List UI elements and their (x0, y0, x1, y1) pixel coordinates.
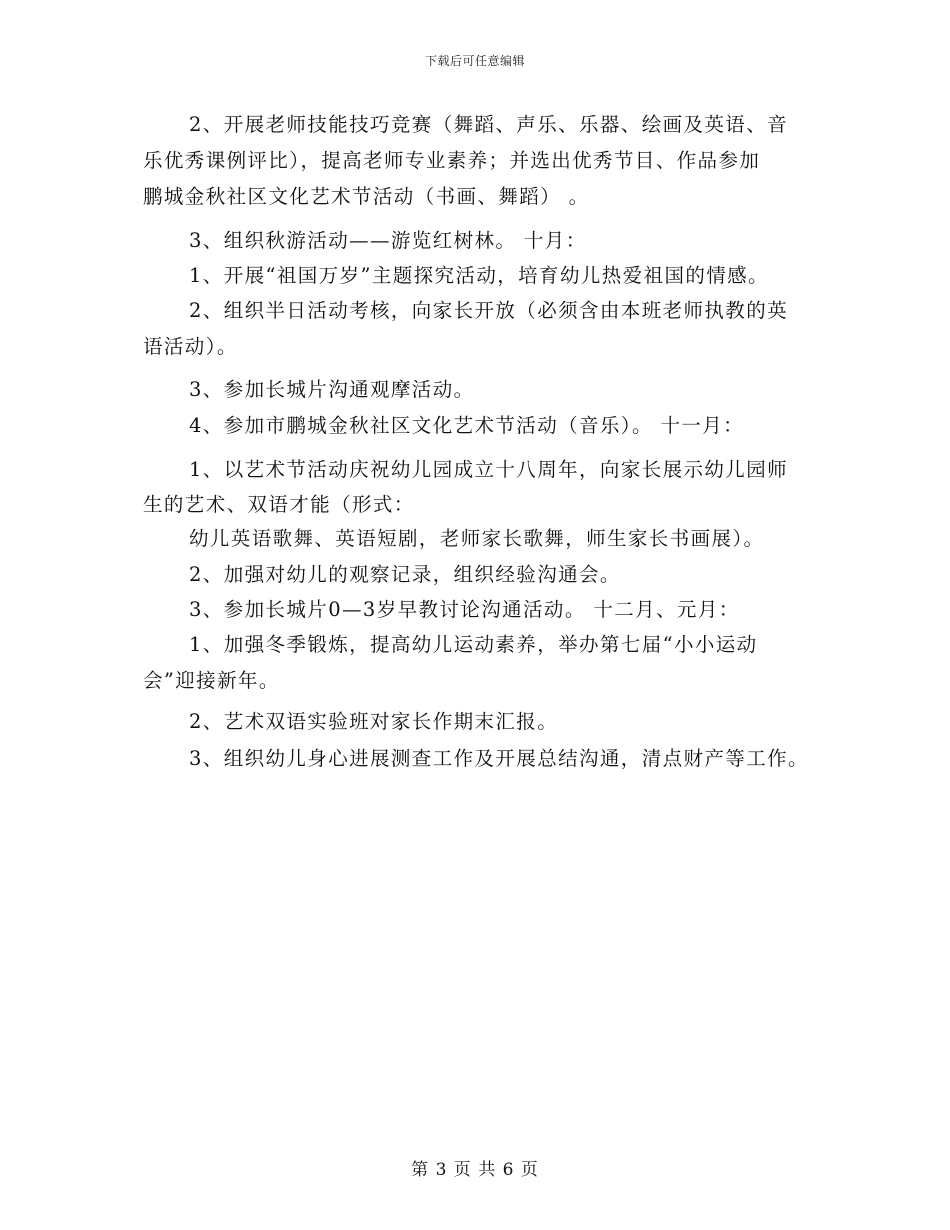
paragraph-line: 乐优秀课例评比），提高老师专业素养；并选出优秀节目、作品参加 (143, 149, 761, 172)
page-number: 第 3 页 共 6 页 (411, 1160, 539, 1180)
paragraph-line: 2、加强对幼儿的观察记录，组织经验沟通会。 (189, 563, 621, 586)
paragraph-line: 2、艺术双语实验班对家长作期末汇报。 (189, 710, 559, 733)
paragraph-line: 3、组织秋游活动——游览红树林。 十月： (189, 229, 587, 252)
paragraph-line: 3、组织幼儿身心进展测查工作及开展总结沟通，清点财产等工作。 (189, 747, 809, 770)
paragraph-line: 3、参加长城片0—3岁早教讨论沟通活动。 十二月、元月： (189, 598, 740, 621)
paragraph-line: 生的艺术、双语才能（形式： (143, 493, 415, 516)
paragraph-line: 1、加强冬季锻炼，提高幼儿运动素养，举办第七届“小小运动 (189, 633, 758, 656)
paragraph-line: 3、参加长城片沟通观摩活动。 (189, 378, 475, 401)
paragraph-line: 语活动）。 (143, 335, 238, 358)
paragraph-line: 1、以艺术节活动庆祝幼儿园成立十八周年，向家长展示幼儿园师 (189, 458, 789, 481)
paragraph-line: 4、参加市鹏城金秋社区文化艺术节活动（音乐）。 十一月： (189, 414, 745, 437)
paragraph-line: 幼儿英语歌舞、英语短剧，老师家长歌舞，师生家长书画展）。 (189, 527, 765, 550)
paragraph-line: 1、开展“祖国万岁”主题探究活动，培育幼儿热爱祖国的情感。 (189, 264, 769, 287)
paragraph-line: 会”迎接新年。 (143, 669, 280, 692)
paragraph-line: 2、开展老师技能技巧竞赛（舞蹈、声乐、乐器、绘画及英语、音 (189, 113, 789, 136)
paragraph-line: 鹏城金秋社区文化艺术节活动（书画、舞蹈） 。 (143, 185, 590, 208)
page-header: 下载后可任意编辑 (424, 54, 525, 68)
paragraph-line: 2、组织半日活动考核，向家长开放（必须含由本班老师执教的英 (189, 299, 789, 322)
